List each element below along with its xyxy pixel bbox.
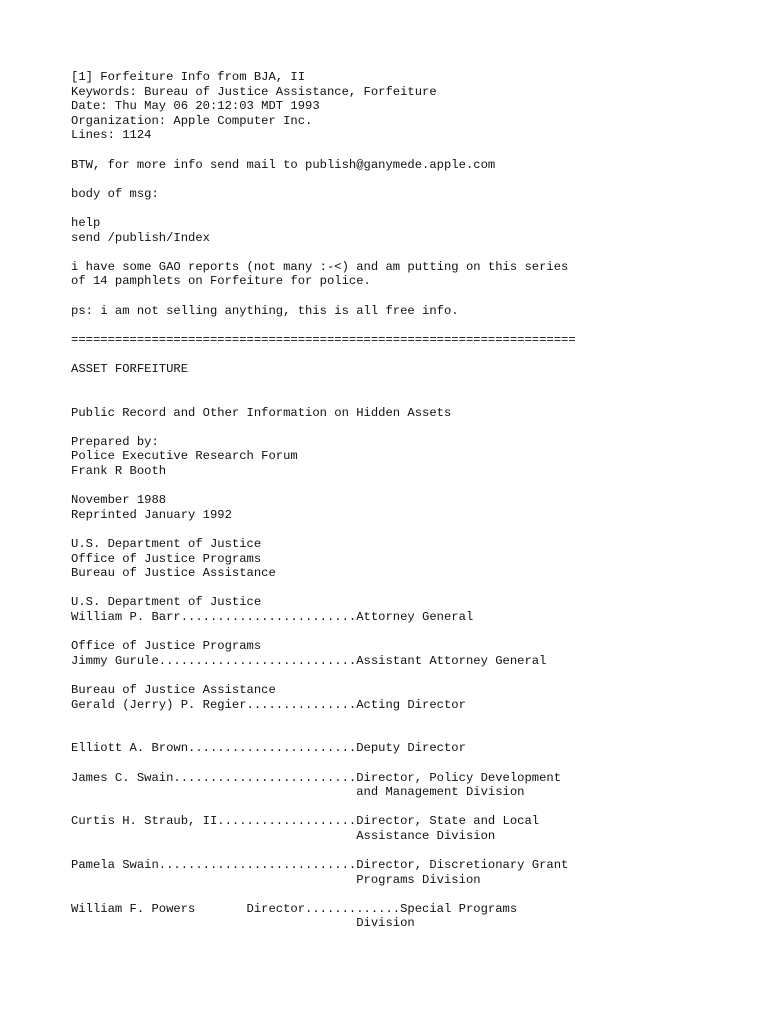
message-document [71,70,751,931]
spacer [71,581,751,596]
command-help: help [71,215,101,230]
spacer [71,843,751,858]
official-pswain-1: Pamela Swain...........................Director, Discretionary Grant [71,858,569,873]
subject-line: [1] Forfeiture Info from BJA, II [71,70,306,84]
spacer [71,391,751,406]
agency-line-1: U.S. Department of Justice [71,537,262,551]
reprint-date: Reprinted January 1992 [71,507,232,522]
official-powers-2: Division [71,916,415,931]
spacer [71,245,751,260]
spacer [71,347,751,362]
official-straub-2: Assistance Division [71,828,496,843]
bja-heading: Bureau of Justice Assistance [71,682,276,697]
note-line-1: i have some GAO reports (not many :-<) and am putting on this series [71,259,569,274]
spacer [71,887,751,902]
document-title: ASSET FORFEITURE [71,361,189,376]
official-straub-1: Curtis H. Straub, II...................Director, State and Local [71,814,540,829]
document-subtitle: Public Record and Other Information on Hidden Assets [71,405,452,420]
ps-line: ps: i am not selling anything, this is all free info. [71,303,459,318]
spacer [71,479,751,494]
spacer [71,376,751,391]
spacer [71,625,751,640]
prepared-by-label: Prepared by: [71,434,159,449]
agency-line-3: Bureau of Justice Assistance [71,566,276,581]
spacer [71,712,751,727]
author-organization: Police Executive Research Forum [71,449,298,464]
command-send: send /publish/Index [71,230,210,245]
spacer [71,201,751,216]
official-jswain-1: James C. Swain.........................Director, Policy Development [71,770,562,785]
spacer [71,143,751,158]
spacer [71,800,751,815]
publication-date: November 1988 [71,493,167,508]
spacer [71,420,751,435]
doj-heading: U.S. Department of Justice [71,595,262,610]
body-label: body of msg: [71,186,159,201]
official-jswain-2: and Management Division [71,785,525,800]
official-brown: Elliott A. Brown.......................Deputy Director [71,741,466,756]
keywords-line: Keywords: Bureau of Justice Assistance, Forfeiture [71,84,437,99]
official-gurule: Jimmy Gurule...........................Assistant Attorney General [71,653,547,668]
separator-line: ===================================================================== [71,332,576,347]
btw-line: BTW, for more info send mail to publish@ganymede.apple.com [71,157,496,172]
spacer [71,289,751,304]
organization-line: Organization: Apple Computer Inc. [71,113,313,128]
official-pswain-2: Programs Division [71,872,481,887]
date-line: Date: Thu May 06 20:12:03 MDT 1993 [71,99,320,114]
lines-count-line: Lines: 1124 [71,128,152,143]
official-powers-1: William F. Powers Director.............Special Programs [71,901,518,916]
agency-line-2: Office of Justice Programs [71,551,262,566]
ojp-heading: Office of Justice Programs [71,639,262,654]
official-regier: Gerald (Jerry) P. Regier...............Acting Director [71,697,466,712]
spacer [71,756,751,771]
spacer [71,668,751,683]
spacer [71,172,751,187]
spacer [71,318,751,333]
note-line-2: of 14 pamphlets on Forfeiture for police. [71,274,371,289]
author-name: Frank R Booth [71,464,167,479]
official-barr: William P. Barr........................Attorney General [71,609,474,624]
spacer [71,727,751,742]
spacer [71,522,751,537]
